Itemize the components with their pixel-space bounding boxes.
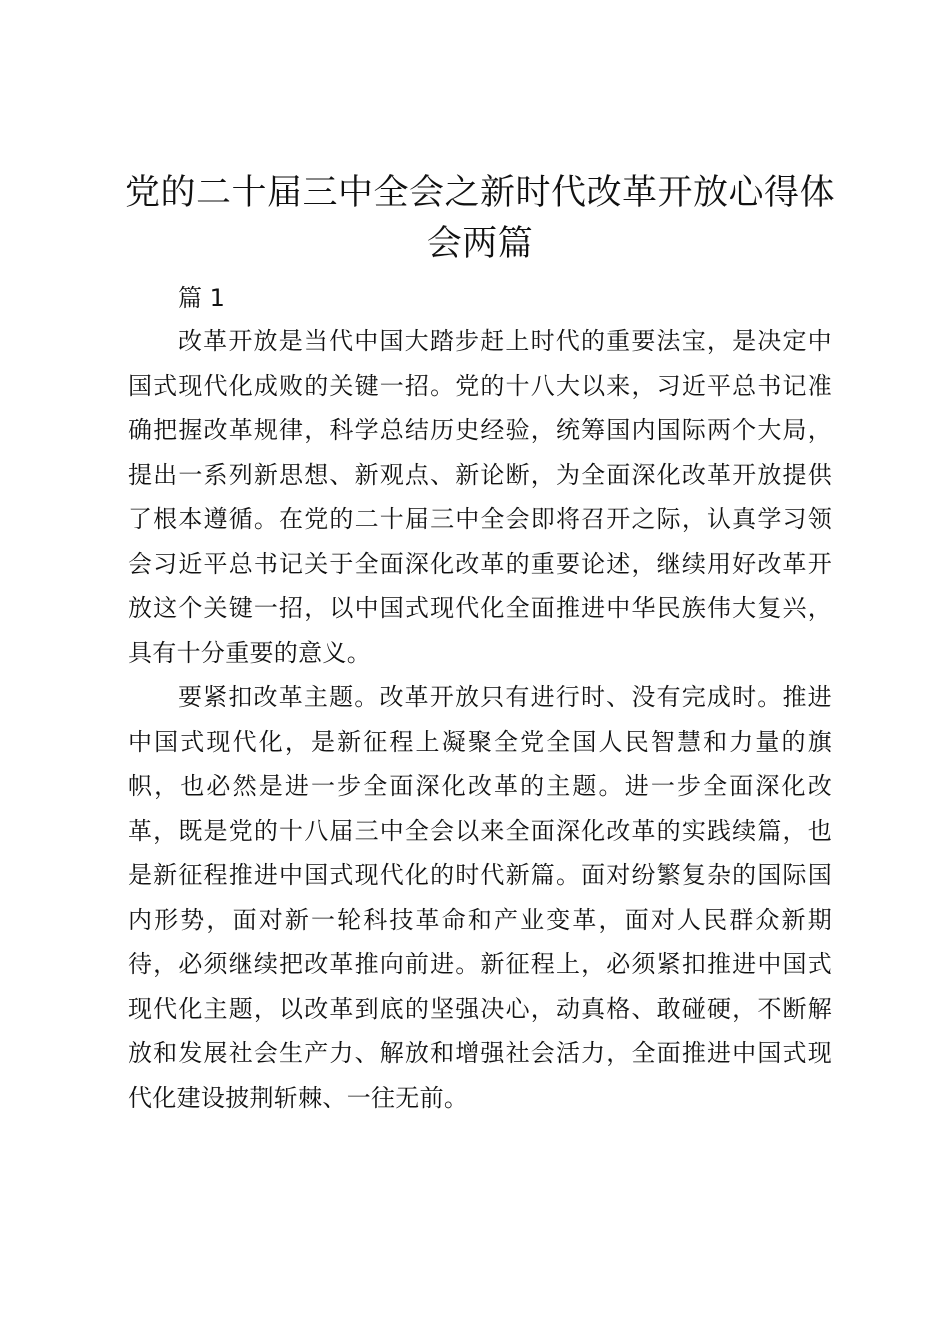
section-label: 篇 1 [178, 284, 225, 312]
document-title: 党的二十届三中全会之新时代改革开放心得体会两篇 [124, 173, 835, 264]
body-paragraph: 要紧扣改革主题。改革开放只有进行时、没有完成时。推进中国式现代化，是新征程上凝聚全党全国人民智慧和力量的旗帜，也必然是进一步全面深化改革的主题。进一步全面深化改革，既是党的十八届三中全会以来全面深化改革的实践续篇，也是新征程推进中国式现代化的时代新篇。面对纷繁复杂的国际国内形势，面对新一轮科技革命和产业变革，面对人民群众新期待，必须继续把改革推向前进。新征程上，必须紧扣推进中国式现代化主题，以改革到底的坚强决心，动真格、敢碰硬，不断解放和发展社会生产力、解放和增强社会活力，全面推进中国式现代化建设披荆斩棘、一往无前。 [128, 683, 832, 1112]
body-paragraph: 改革开放是当代中国大踏步赶上时代的重要法宝，是决定中国式现代化成败的关键一招。党的十八大以来，习近平总书记准确把握改革规律，科学总结历史经验，统筹国内国际两个大局，提出一系列新思想、新观点、新论断，为全面深化改革开放提供了根本遵循。在党的二十届三中全会即将召开之际，认真学习领会习近平总书记关于全面深化改革的重要论述，继续用好改革开放这个关键一招，以中国式现代化全面推进中华民族伟大复兴，具有十分重要的意义。 [128, 327, 832, 667]
